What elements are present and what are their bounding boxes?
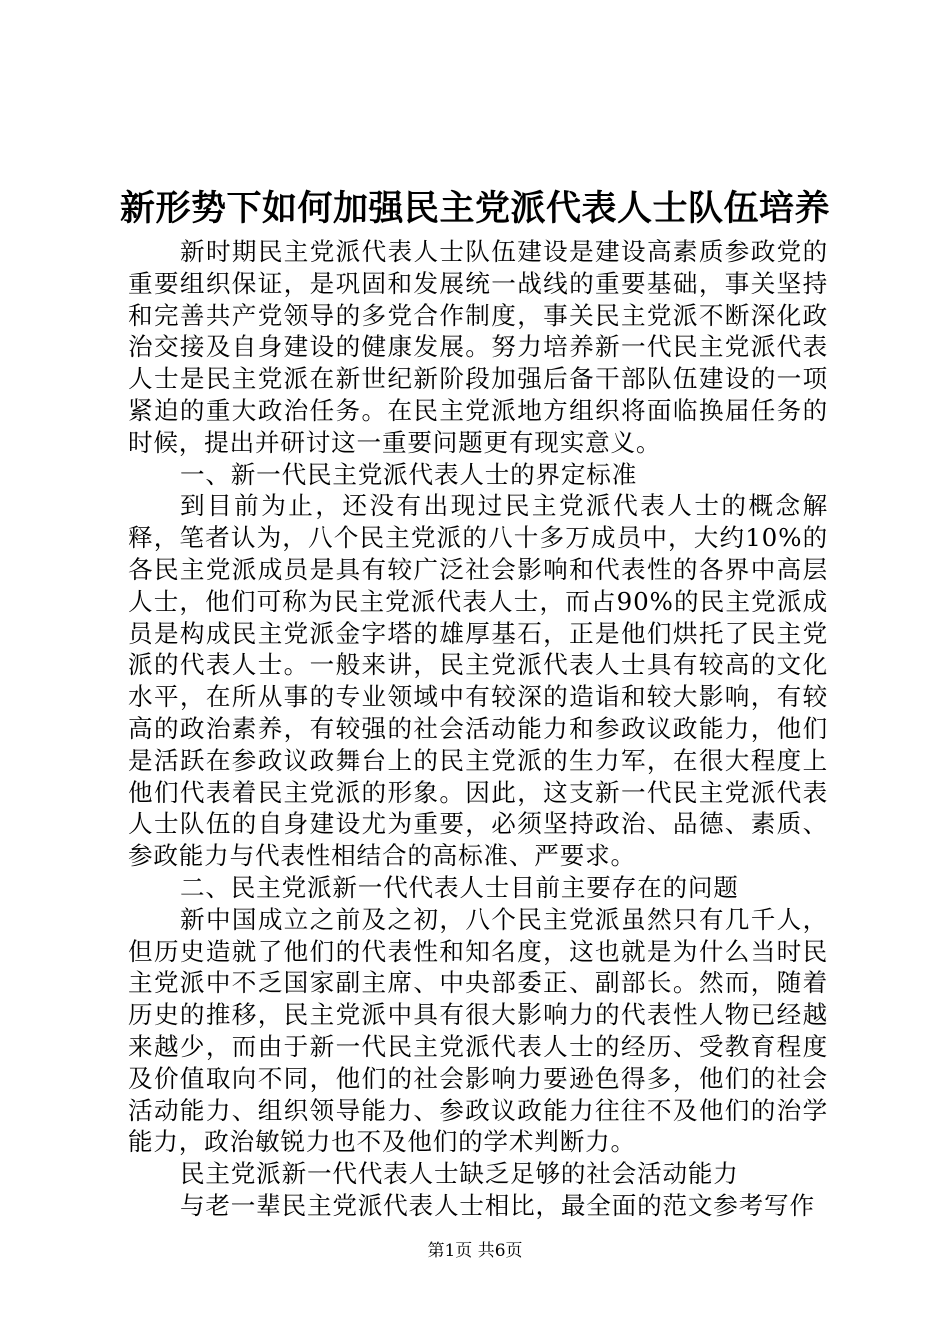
page-number-footer: 第1页 共6页: [427, 1241, 523, 1261]
section-heading-1: 一、新一代民主党派代表人士的界定标准: [180, 459, 638, 489]
paragraph-comparison: 与老一辈民主党派代表人士相比，最全面的范文参考写作: [180, 1190, 815, 1220]
sub-heading-social-ability: 民主党派新一代代表人士缺乏足够的社会活动能力: [180, 1159, 739, 1189]
section-heading-2: 二、民主党派新一代代表人士目前主要存在的问题: [180, 872, 739, 902]
document-body: [128, 236, 828, 1222]
document-title: 新形势下如何加强民主党派代表人士队伍培养: [119, 189, 830, 229]
paragraph-problems: 新中国成立之前及之初，八个民主党派虽然只有几千人，但历史造就了他们的代表性和知名度，这也就是为什么当时民主党派中不乏国家副主席、中央部委正、副部长。然而，随着历史的推移，民主党派中具有很大影响力的代表性人物已经越来越少，而由于新一代民主党派代表人士的经历、受教育程度及价值取向不同，他们的社会影响力要逊色得多，他们的社会活动能力、组织领导能力、参政议政能力往往不及他们的治学能力，政治敏锐力也不及他们的学术判断力。: [128, 904, 828, 1157]
paragraph-intro: 新时期民主党派代表人士队伍建设是建设高素质参政党的重要组织保证，是巩固和发展统一战线的重要基础，事关坚持和完善共产党领导的多党合作制度，事关民主党派不断深化政治交接及自身建设的健康发展。努力培养新一代民主党派代表人士是民主党派在新世纪新阶段加强后备干部队伍建设的一项紧迫的重大政治任务。在民主党派地方组织将面临换届任务的时候，提出并研讨这一重要问题更有现实意义。: [128, 237, 828, 457]
paragraph-definition: 到目前为止，还没有出现过民主党派代表人士的概念解释，笔者认为，八个民主党派的八十多万成员中，大约10%的各民主党派成员是具有较广泛社会影响和代表性的各界中高层人士，他们可称为民主党派代表人士，而占90%的民主党派成员是构成民主党派金字塔的雄厚基石，正是他们烘托了民主党派的代表人士。一般来讲，民主党派代表人士具有较高的文化水平，在所从事的专业领域中有较深的造诣和较大影响，有较高的政治素养，有较强的社会活动能力和参政议政能力，他们是活跃在参政议政舞台上的民主党派的生力军，在很大程度上他们代表着民主党派的形象。因此，这支新一代民主党派代表人士队伍的自身建设尤为重要，必须坚持政治、品德、素质、参政能力与代表性相结合的高标准、严要求。: [128, 491, 828, 871]
